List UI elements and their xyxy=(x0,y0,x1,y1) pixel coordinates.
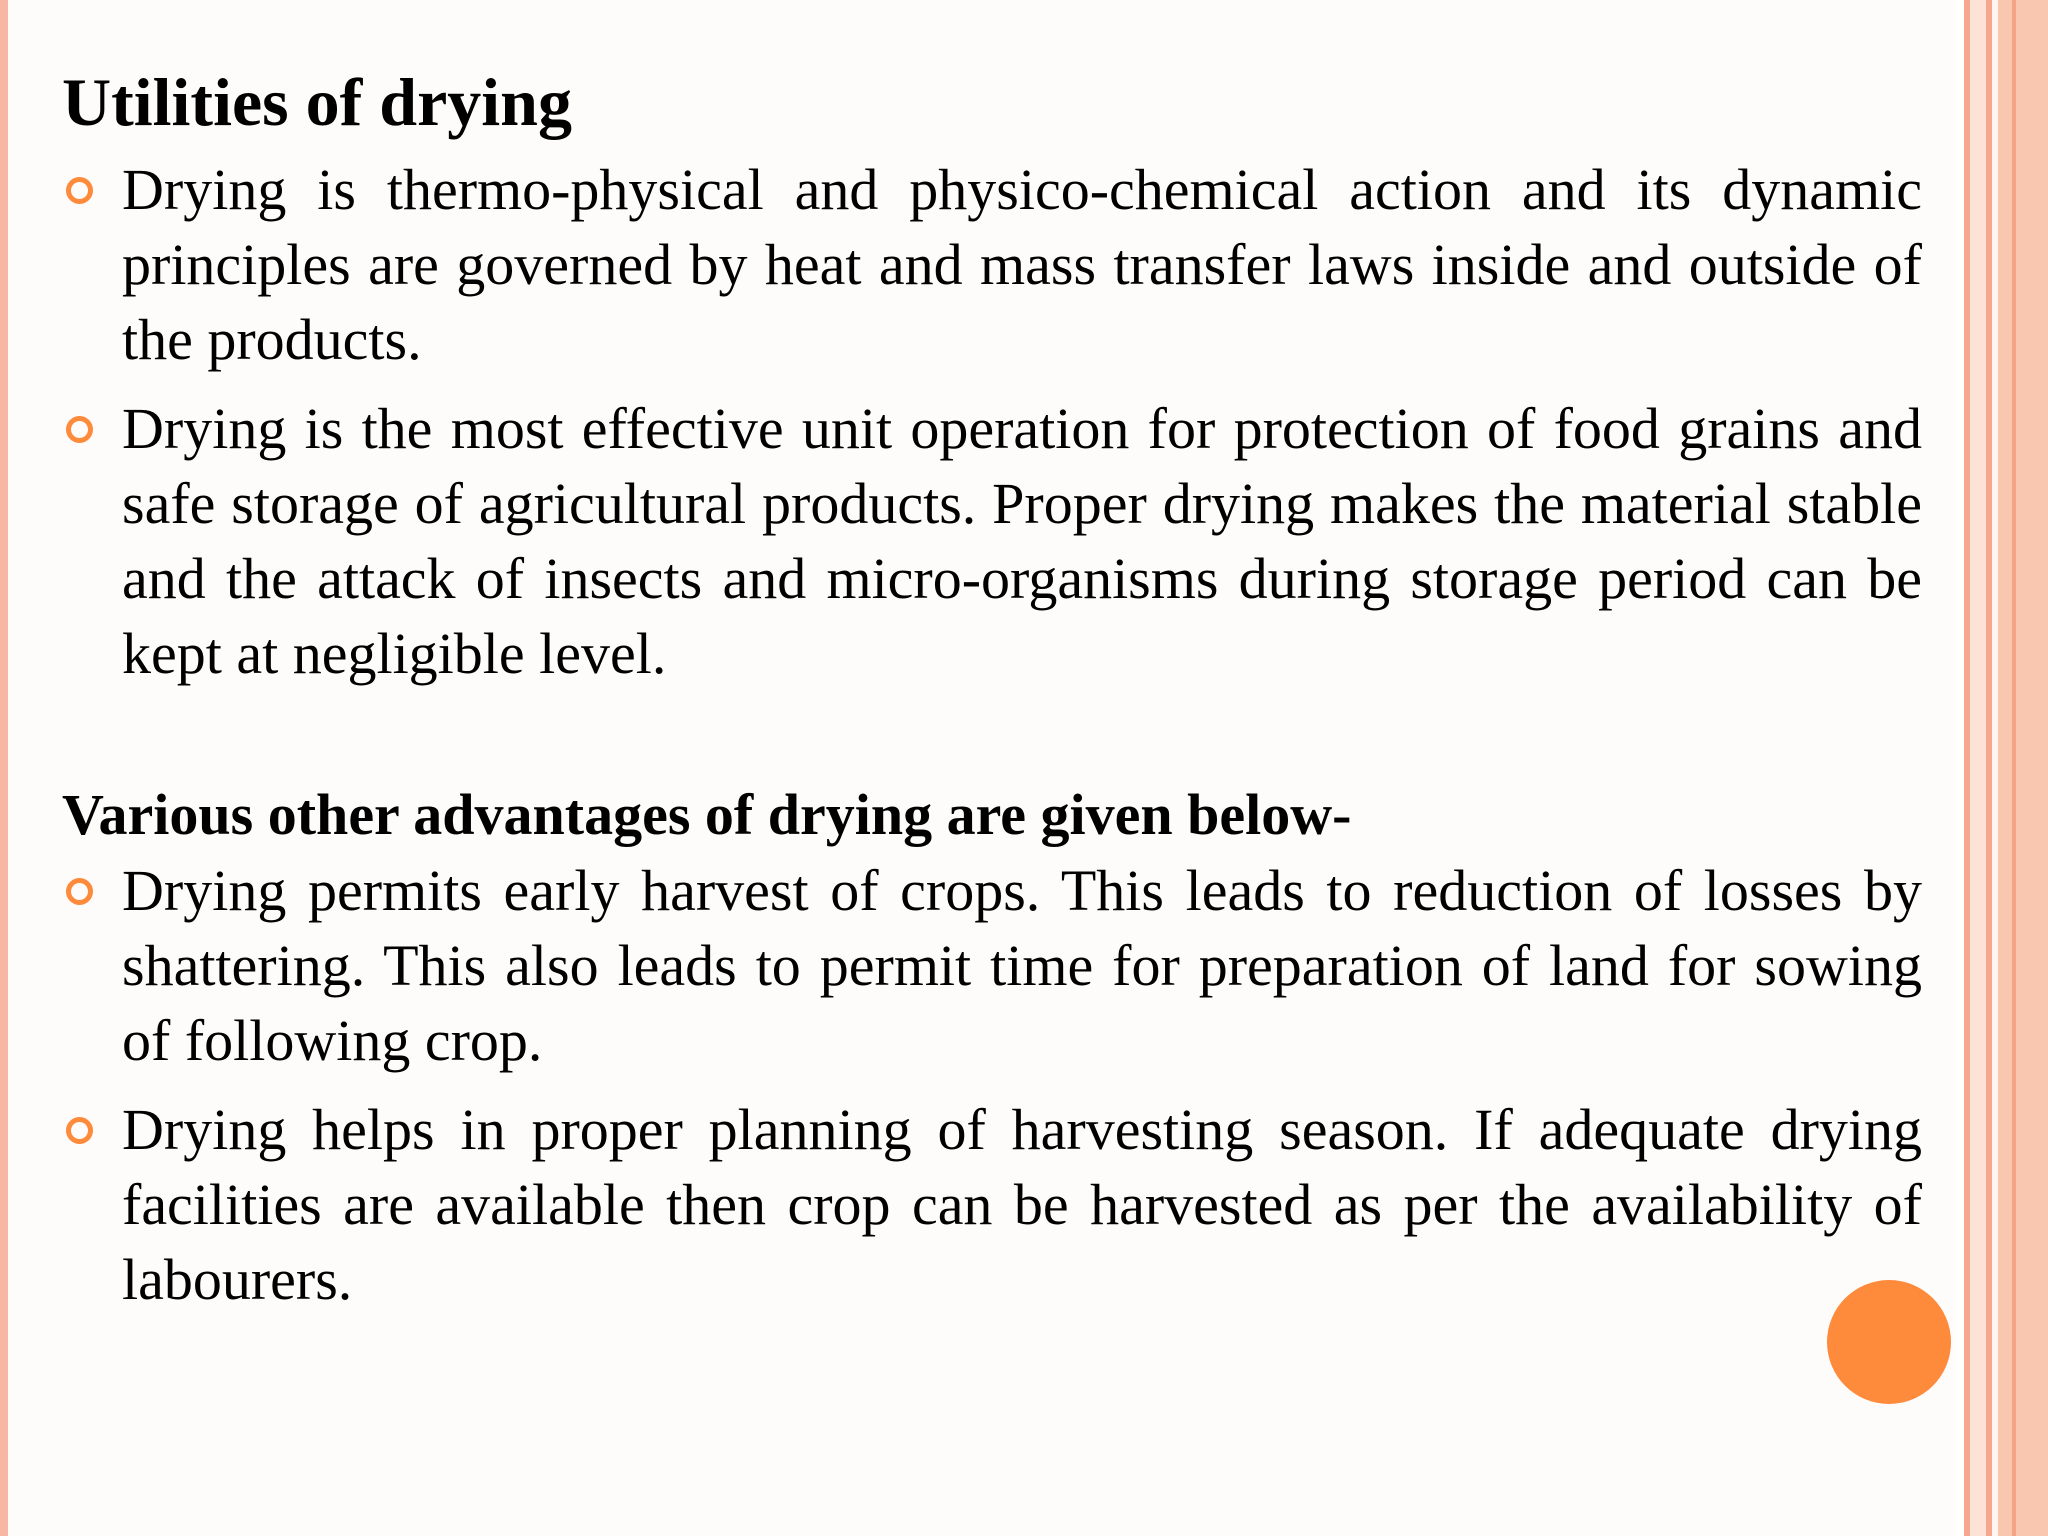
list-item xyxy=(62,1092,1922,1317)
right-border-band xyxy=(1998,0,2048,1536)
bullet-text: Drying helps in proper planning of harvesting season. If adequate drying facilities are available then crop can be harvested as per the availability of labourers. xyxy=(122,1097,1922,1312)
list-item xyxy=(62,152,1922,377)
left-border xyxy=(0,0,8,1536)
list-item xyxy=(62,853,1922,1078)
section-subtitle: Various other advantages of drying are given below- xyxy=(62,782,1352,847)
bullet-list-advantages xyxy=(62,853,1922,1317)
hollow-circle-bullet-icon xyxy=(66,878,93,905)
right-border-edge xyxy=(1954,0,1964,1536)
hollow-circle-bullet-icon xyxy=(66,177,93,204)
slide-title: Utilities of drying xyxy=(62,64,572,140)
orange-circle-decoration xyxy=(1827,1280,1951,1404)
bullet-text: Drying permits early harvest of crops. This leads to reduction of losses by shattering. This also leads to permit time for preparation of land for sowing of following crop. xyxy=(122,858,1922,1073)
bullet-list-utilities xyxy=(62,152,1922,691)
hollow-circle-bullet-icon xyxy=(66,1117,93,1144)
bullet-text: Drying is thermo-physical and physico-chemical action and its dynamic principles are governed by heat and mass transfer laws inside and outside of the products. xyxy=(122,157,1922,372)
hollow-circle-bullet-icon xyxy=(66,416,93,443)
slide-content xyxy=(62,56,1922,1331)
section-spacer xyxy=(62,705,1922,777)
bullet-text: Drying is the most effective unit operation for protection of food grains and safe storage of agricultural products. Proper drying makes the material stable and the attack of insects and micro-organisms during storage period can be kept at negligible level. xyxy=(122,396,1922,686)
right-border-strip xyxy=(2012,0,2016,1536)
right-border-pale xyxy=(1970,0,1986,1536)
list-item xyxy=(62,391,1922,691)
